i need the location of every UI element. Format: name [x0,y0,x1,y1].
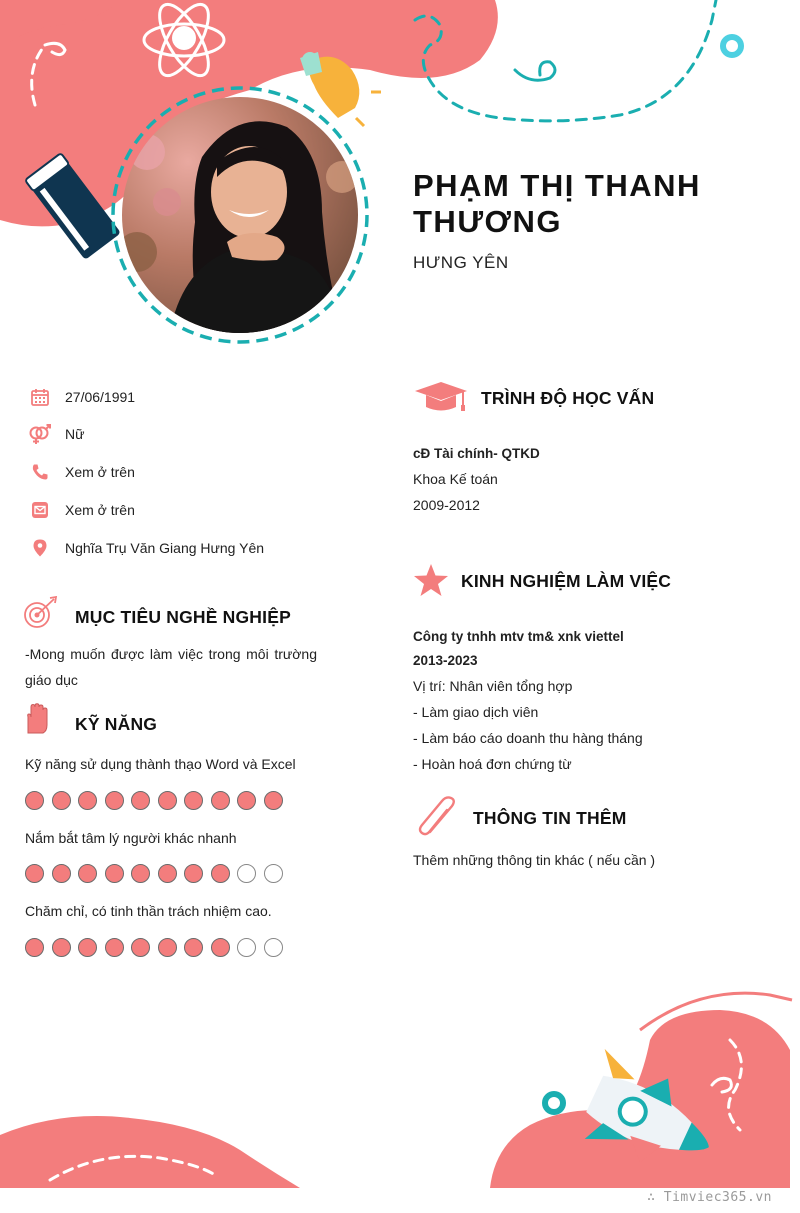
location-icon [28,536,52,560]
rating-dot-filled [211,791,230,810]
additional-title: THÔNG TIN THÊM [473,808,627,828]
rating-dot-filled [131,791,150,810]
rating-dot-filled [184,791,203,810]
skill-rating [25,791,283,810]
profile-photo-frame [107,82,377,348]
gender-icon [28,422,52,446]
skill-label: Chăm chỉ, có tinh thần trách nhiệm cao. [25,903,272,919]
rating-dot-filled [78,791,97,810]
education-period: 2009-2012 [413,497,480,513]
rating-dot-filled [131,864,150,883]
candidate-name: PHẠM THỊ THANH THƯƠNG [413,168,701,239]
rating-dot-empty [237,864,256,883]
experience-company: Công ty tnhh mtv tm& xnk viettel [413,629,624,644]
address-text: Nghĩa Trụ Văn Giang Hưng Yên [65,540,265,556]
objective-text: -Mong muốn được làm việc trong môi trường giáo dục [25,646,317,688]
objective-title: MỤC TIÊU NGHỀ NGHIỆP [75,607,291,627]
star-icon [413,563,449,597]
email-icon [28,498,52,522]
rating-dot-filled [211,938,230,957]
experience-duty: - Làm giao dịch viên [413,704,539,720]
rating-dot-filled [131,938,150,957]
email-text: Xem ở trên [65,502,135,518]
additional-text: Thêm những thông tin khác ( nếu cần ) [413,852,656,868]
paperclip-icon [416,796,460,838]
rating-dot-filled [184,864,203,883]
rating-dot-filled [264,791,283,810]
rating-dot-filled [105,938,124,957]
skill-label: Kỹ năng sử dụng thành thạo Word và Excel [25,756,296,772]
calendar-icon [28,385,52,409]
phone-icon [28,460,52,484]
rating-dot-filled [78,864,97,883]
rating-dot-filled [52,864,71,883]
skill-rating [25,938,283,957]
rating-dot-filled [211,864,230,883]
rating-dot-filled [52,791,71,810]
rating-dot-filled [237,791,256,810]
birthdate-text: 27/06/1991 [65,389,136,405]
rating-dot-filled [105,791,124,810]
rating-dot-filled [25,938,44,957]
rating-dot-filled [105,864,124,883]
experience-period: 2013-2023 [413,653,478,668]
contact-birthdate [28,385,136,409]
profile-photo [107,82,377,348]
rating-dot-filled [158,938,177,957]
phone-text: Xem ở trên [65,464,135,480]
contact-phone [28,460,135,484]
candidate-location: HƯNG YÊN [413,253,509,272]
experience-duty: - Làm báo cáo doanh thu hàng tháng [413,730,643,746]
education-title: TRÌNH ĐỘ HỌC VẤN [481,388,655,408]
skills-title: KỸ NĂNG [75,714,158,734]
contact-address [28,536,265,560]
graduation-cap-icon [413,380,469,414]
rating-dot-filled [25,864,44,883]
skill-rating [25,864,283,883]
rating-dot-empty [264,938,283,957]
target-icon [23,596,59,630]
education-school: cĐ Tài chính- QTKD [413,446,540,461]
rating-dot-filled [78,938,97,957]
rating-dot-filled [25,791,44,810]
rating-dot-filled [158,791,177,810]
rating-dot-filled [52,938,71,957]
rating-dot-filled [158,864,177,883]
skill-label: Nắm bắt tâm lý người khác nhanh [25,830,237,846]
gender-text: Nữ [65,426,85,442]
experience-duty: - Hoàn hoá đơn chứng từ [413,756,572,772]
rating-dot-empty [264,864,283,883]
experience-title: KINH NGHIỆM LÀM VIỆC [461,571,672,591]
rating-dot-filled [184,938,203,957]
education-major: Khoa Kế toán [413,471,498,487]
watermark: ∴ Timviec365.vn [647,1190,772,1205]
experience-position: Vị trí: Nhân viên tổng hợp [413,678,573,694]
contact-email [28,498,135,522]
rating-dot-empty [237,938,256,957]
hand-icon [24,703,48,735]
contact-gender [28,422,85,446]
